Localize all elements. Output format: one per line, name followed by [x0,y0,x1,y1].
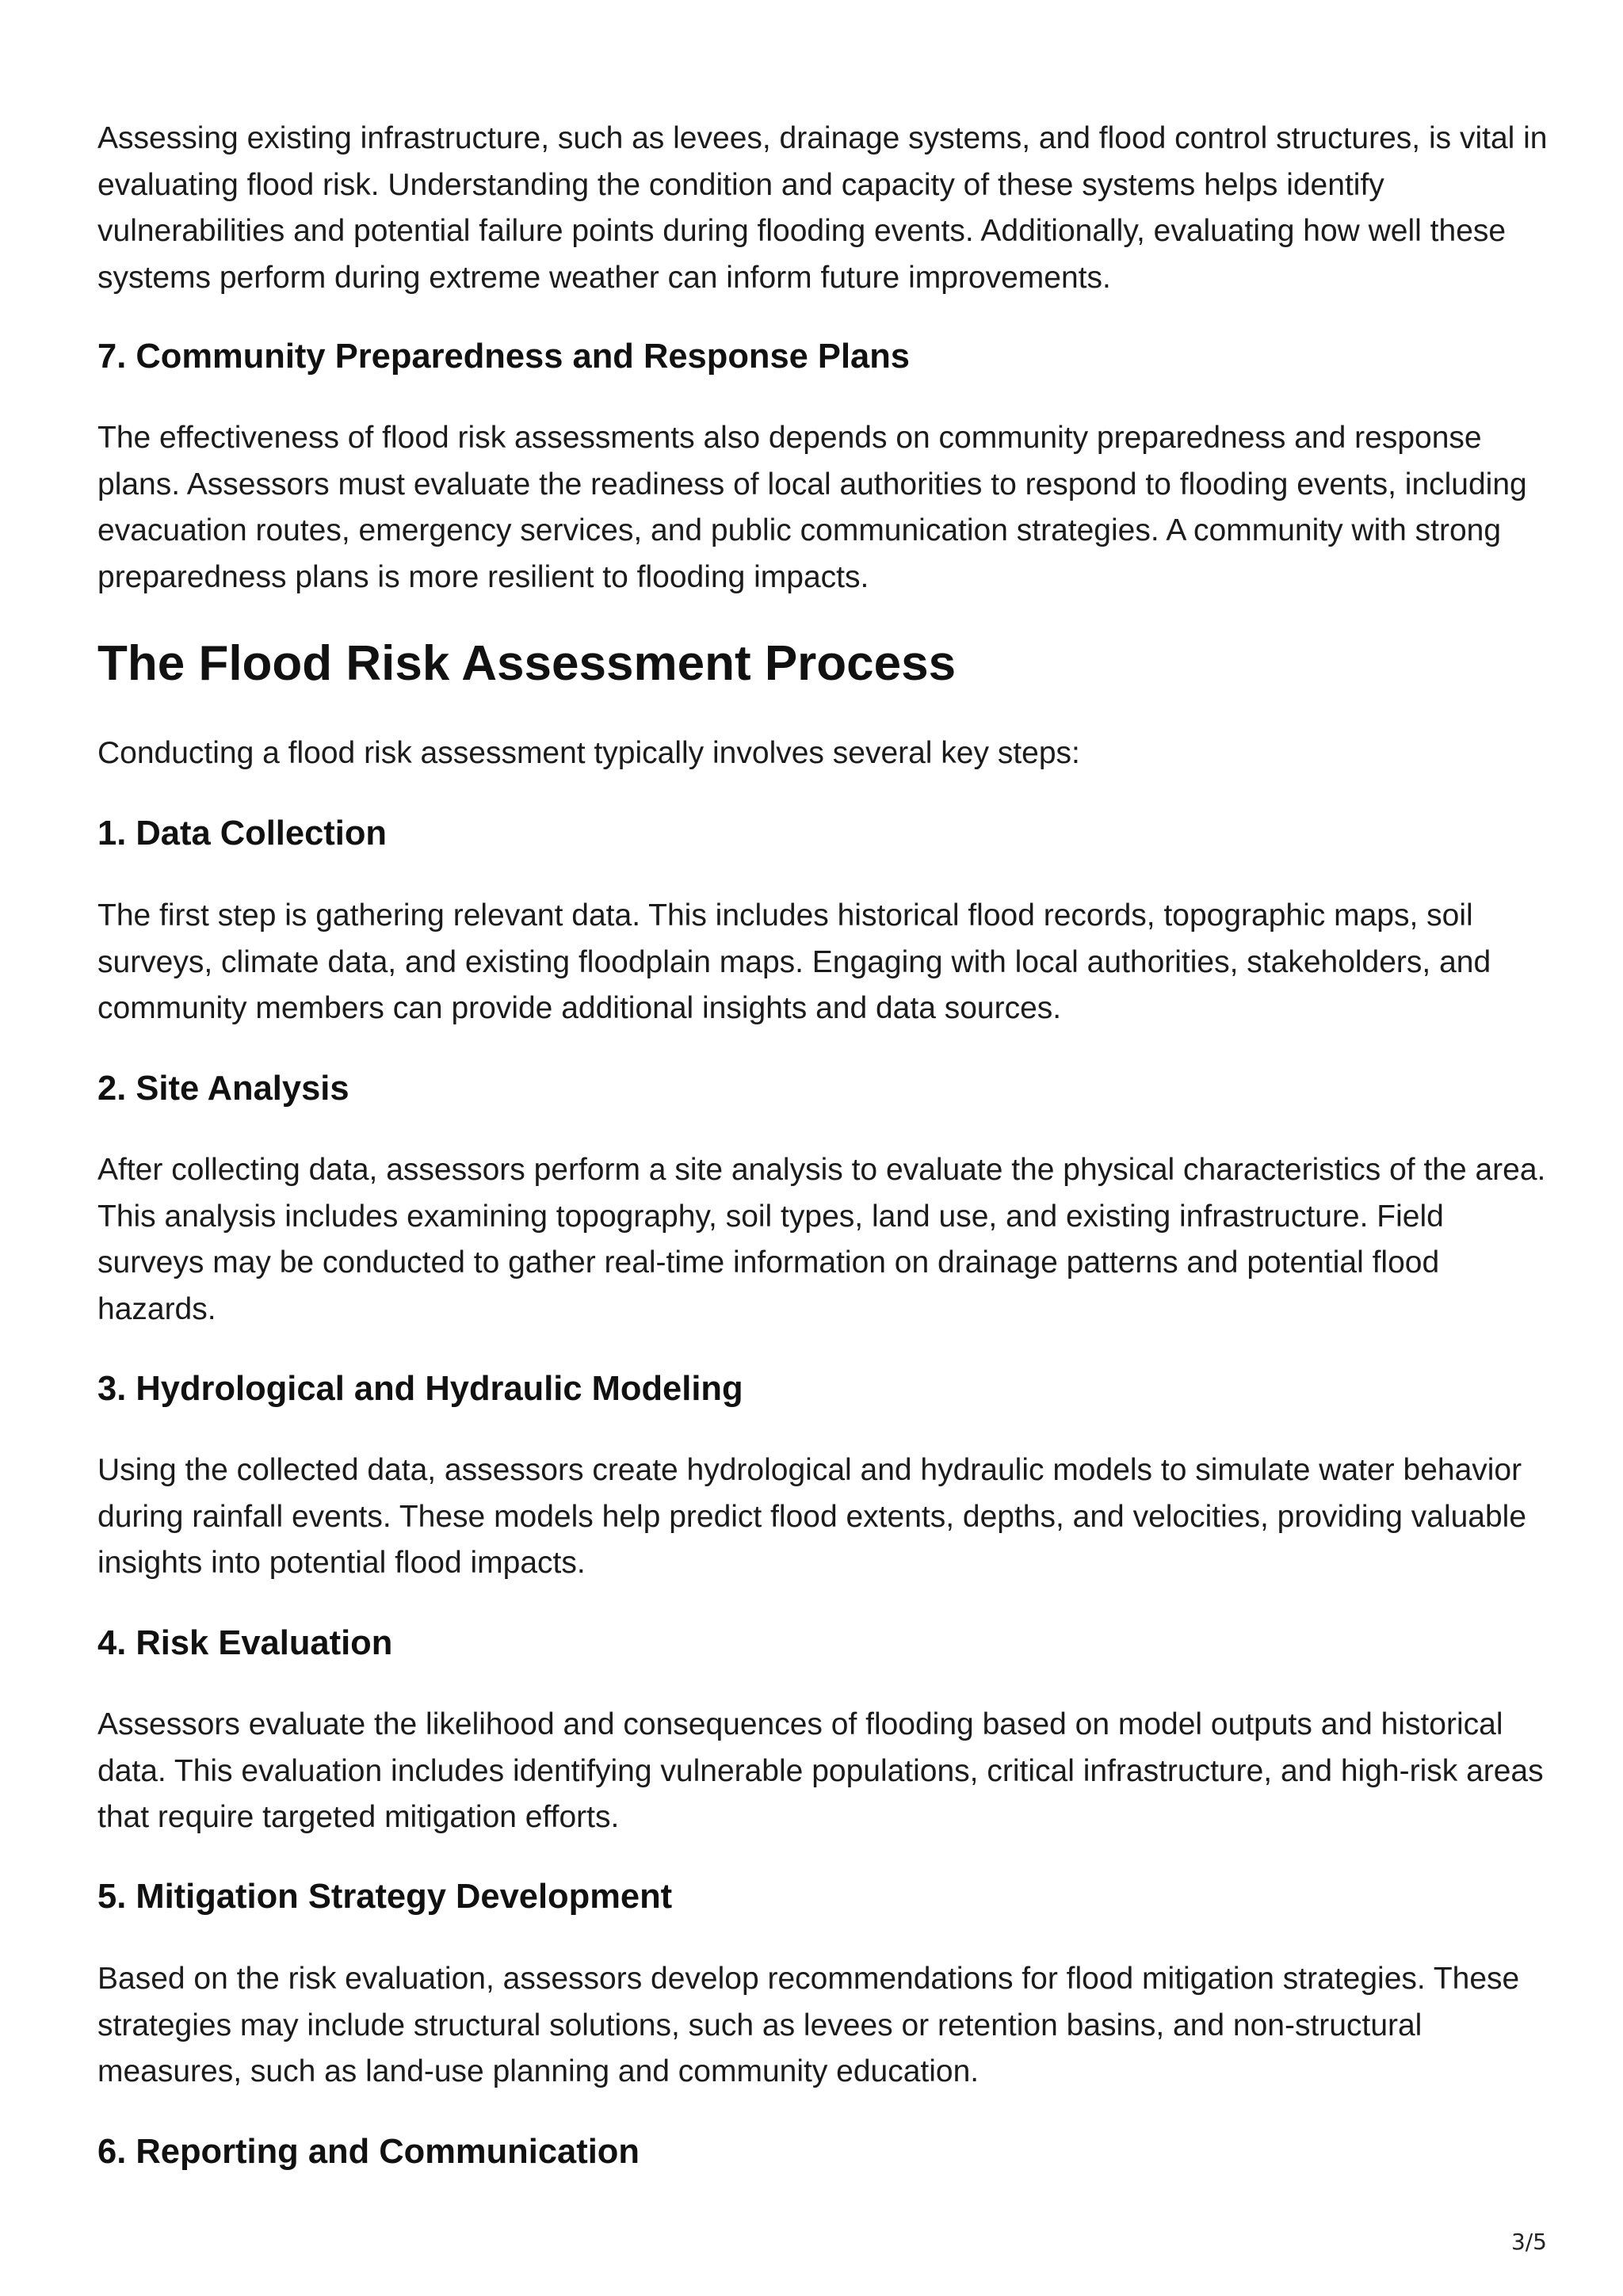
heading-reporting-communication: 6. Reporting and Communication [97,2133,640,2171]
paragraph-infrastructure: Assessing existing infrastructure, such as levees, drainage systems, and flood control structures, is vital in evaluating flood risk. Understanding the condition and capacity of these systems helps identify vulnerabilities and potential failure points during flooding events. Additionally, evaluating how well these systems perform during extreme weather can inform future improvements. [97,121,1548,295]
heading-community-preparedness: 7. Community Preparedness and Response Plans [97,338,910,376]
paragraph-data-collection: The first step is gathering relevant data. This includes historical flood records, topographic maps, soil surveys, climate data, and existing floodplain maps. Engaging with local authorities, stakeholders, and community members can provide additional insights and data sources. [97,898,1491,1025]
heading-site-analysis: 2. Site Analysis [97,1070,349,1108]
page-number: 3/5 [1510,2229,1547,2255]
paragraph-community-preparedness: The effectiveness of flood risk assessments also depends on community preparedness and response plans. Assessors must evaluate the readiness of local authorities to respond to flooding events, including evacuation routes, emergency services, and public communication strategies. A community with strong preparedness plans is more resilient to flooding impacts. [97,421,1527,594]
paragraph-mitigation-strategy: Based on the risk evaluation, assessors develop recommendations for flood mitigation strategies. These strategies may include structural solutions, such as levees or retention basins, and non-structural measures, such as land-use planning and community education. [97,1962,1520,2088]
heading-risk-evaluation: 4. Risk Evaluation [97,1624,393,1662]
paragraph-site-analysis: After collecting data, assessors perform a site analysis to evaluate the physical characteristics of the area. This analysis includes examining topography, soil types, land use, and existing infrastructure. Field surveys may be conducted to gather real-time information on drainage patterns and potential flood hazards. [97,1153,1546,1326]
paragraph-intro-steps: Conducting a flood risk assessment typically involves several key steps: [97,736,1080,770]
paragraph-risk-evaluation: Assessors evaluate the likelihood and consequences of flooding based on model outputs and historical data. This evaluation includes identifying vulnerable populations, critical infrastructure, and high-risk areas that require targeted mitigation efforts. [97,1707,1544,1834]
section-title-assessment-process: The Flood Risk Assessment Process [97,636,957,691]
paragraph-hydrological-modeling: Using the collected data, assessors create hydrological and hydraulic models to simulate water behavior during rainfall events. These models help predict flood extents, depths, and velocities, providing valuable insights into potential flood impacts. [97,1453,1527,1580]
heading-data-collection: 1. Data Collection [97,814,387,852]
heading-hydrological-modeling: 3. Hydrological and Hydraulic Modeling [97,1370,743,1408]
heading-mitigation-strategy: 5. Mitigation Strategy Development [97,1878,673,1916]
